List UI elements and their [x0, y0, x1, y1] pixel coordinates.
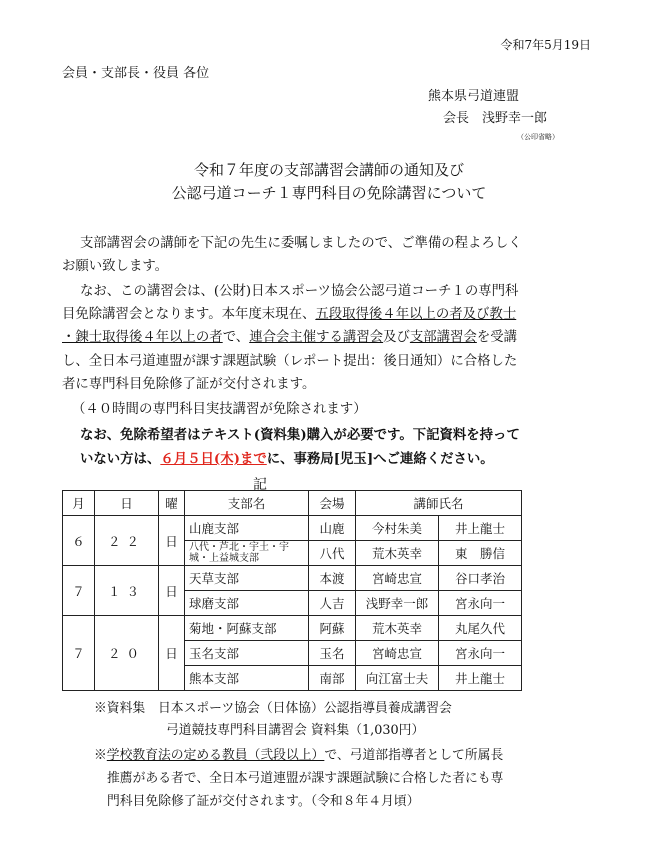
cell-instructor: 谷口孝治 — [439, 566, 522, 591]
cell-weekday: 日 — [159, 516, 185, 566]
cell-instructor: 向江富士夫 — [356, 666, 439, 691]
paragraph2-line4: し、全日本弓道連盟が課す課題試験（レポート提出：後日通知）に合格した — [62, 354, 518, 369]
paragraph2-line1: なお、この講習会は、(公財)日本スポーツ協会公認弓道コーチ１の専門科 — [80, 284, 519, 299]
paragraph3-line2-text: いない方は、 — [80, 451, 161, 467]
paragraph2-line6: （４０時間の専門科目実技講習が免除されます） — [72, 402, 367, 417]
cell-branch: 八代・芦北・宇土・宇城・上益城支部 — [185, 541, 309, 566]
cell-instructor: 東 勝信 — [439, 541, 522, 566]
cell-instructor: 今村朱美 — [356, 516, 439, 541]
deadline-date: ６月５日(木)まで — [160, 451, 267, 467]
cell-day: １３ — [95, 566, 159, 616]
table-header-row — [63, 491, 522, 516]
sender-president: 会長 浅野幸一郎 — [443, 111, 548, 126]
cell-venue: 阿蘇 — [309, 616, 356, 641]
header-venue: 会場 — [309, 491, 356, 516]
seal-omitted-note: （公印省略） — [517, 133, 559, 141]
eligibility-renshi-underline: ・錬士取得後４年以上の者 — [62, 330, 223, 345]
cell-month: ７ — [63, 616, 95, 691]
cell-branch: 菊地・阿蘇支部 — [185, 616, 309, 641]
cell-weekday: 日 — [159, 566, 185, 616]
cell-branch: 山鹿支部 — [185, 516, 309, 541]
header-branch: 支部名 — [185, 491, 309, 516]
federation-course-underline: 連合会主催する講習会 — [249, 330, 384, 345]
document-date: 令和7年5月19日 — [500, 38, 591, 52]
cell-instructor: 宮崎忠宣 — [356, 641, 439, 666]
branch-course-underline: 支部講習会 — [409, 330, 477, 345]
cell-day: ２２ — [95, 516, 159, 566]
table-row — [63, 566, 522, 591]
document-title-line1: 令和７年度の支部講習会講師の通知及び — [193, 161, 464, 179]
cell-venue: 山鹿 — [309, 516, 356, 541]
note2-asterisk: ※ — [94, 748, 107, 763]
ki-heading: 記 — [253, 477, 267, 493]
paragraph3-line2 — [80, 448, 494, 467]
paragraph2-line3-de: で、 — [222, 330, 250, 345]
table-row — [63, 616, 522, 641]
cell-venue: 玉名 — [309, 641, 356, 666]
paragraph3-line2-contact: に、事務局[児玉]へご連絡ください。 — [266, 451, 494, 467]
note2-line3: 門科目免除修了証が交付されます。（令和８年４月頃） — [107, 794, 420, 809]
eligibility-godan-underline: 五段取得後４年以上の者及び教士 — [315, 307, 517, 322]
header-weekday: 曜 — [159, 491, 185, 516]
paragraph2-line3 — [62, 326, 517, 345]
paragraph2-line3-and: 及び — [383, 330, 410, 345]
cell-instructor: 荒木英幸 — [356, 616, 439, 641]
header-instructors: 講師氏名 — [356, 491, 522, 516]
header-day: 日 — [95, 491, 159, 516]
cell-branch: 玉名支部 — [185, 641, 309, 666]
document-title-line2: 公認弓道コーチ１専門科目の免除講習について — [171, 184, 487, 202]
paragraph2-line5: 者に専門科目免除修了証が交付されます。 — [62, 377, 316, 392]
cell-instructor: 丸尾久代 — [439, 616, 522, 641]
paragraph2-line3-end: を受講 — [476, 330, 518, 345]
paragraph2-line2 — [62, 303, 516, 322]
paragraph3-line1: なお、免除希望者はテキスト(資料集)購入が必要です。下記資料を持って — [80, 427, 520, 443]
cell-day: ２０ — [95, 616, 159, 691]
cell-venue: 本渡 — [309, 566, 356, 591]
note1-line1: ※資料集 日本スポーツ協会（日体協）公認指導員養成講習会 — [94, 701, 452, 716]
cell-month: ７ — [63, 566, 95, 616]
paragraph1-line2: お願い致します。 — [62, 259, 169, 274]
paragraph1-line1: 支部講習会の講師を下記の先生に委嘱しましたので、ご準備の程よろしく — [80, 236, 522, 251]
note2-line1 — [94, 744, 503, 763]
cell-branch: 熊本支部 — [185, 666, 309, 691]
cell-venue: 南部 — [309, 666, 356, 691]
instructor-table — [62, 490, 522, 691]
cell-venue: 八代 — [309, 541, 356, 566]
cell-instructor: 宮永向一 — [439, 591, 522, 616]
cell-instructor: 宮永向一 — [439, 641, 522, 666]
table-row — [63, 516, 522, 541]
cell-instructor: 宮崎忠宣 — [356, 566, 439, 591]
cell-weekday: 日 — [159, 616, 185, 691]
header-month: 月 — [63, 491, 95, 516]
teacher-qualification-underline: 学校教育法の定める教員（弐段以上） — [106, 748, 325, 763]
cell-instructor: 荒木英幸 — [356, 541, 439, 566]
cell-branch: 球磨支部 — [185, 591, 309, 616]
cell-venue: 人吉 — [309, 591, 356, 616]
cell-instructor: 井上龍士 — [439, 516, 522, 541]
cell-branch: 天草支部 — [185, 566, 309, 591]
cell-month: ６ — [63, 516, 95, 566]
cell-instructor: 井上龍士 — [439, 666, 522, 691]
paragraph2-line2-text: 目免除講習会となります。本年度末現在、 — [62, 307, 316, 322]
sender-organization: 熊本県弓道連盟 — [428, 89, 520, 104]
note1-line2: 弓道競技専門科目講習会 資料集（1,030円） — [166, 723, 425, 738]
note2-line2: 推薦がある者で、全日本弓道連盟が課す課題試験に合格した者にも専 — [107, 771, 504, 786]
addressee: 会員・支部長・役員 各位 — [62, 66, 210, 81]
note2-line1-text: で、弓道部指導者として所属長 — [324, 748, 504, 763]
cell-instructor: 浅野幸一郎 — [356, 591, 439, 616]
